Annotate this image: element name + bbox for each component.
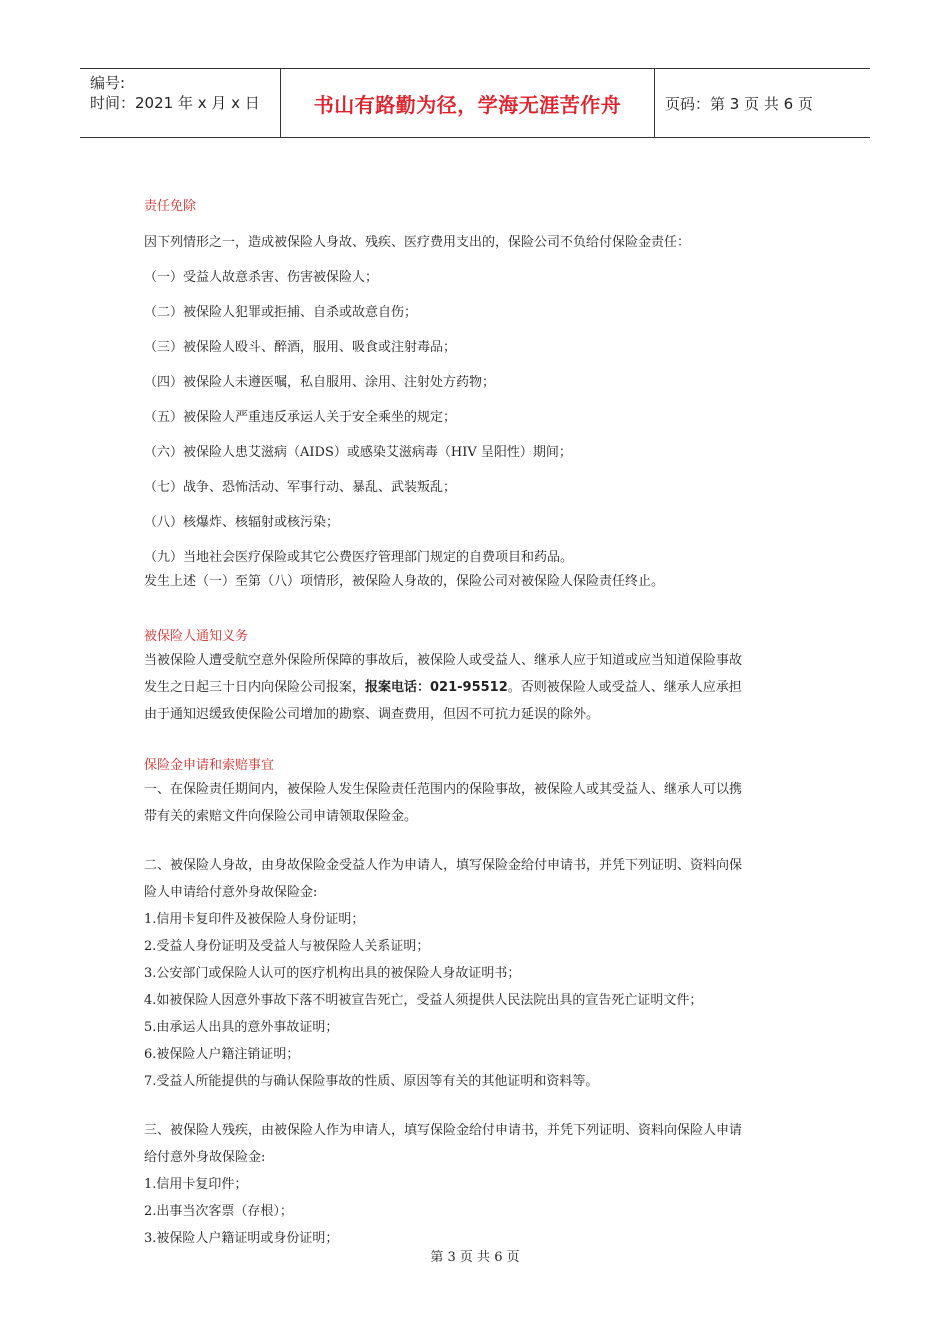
number-label: 编号: — [90, 74, 126, 92]
document-body — [144, 195, 808, 1246]
claims-paragraph: 给付意外身故保险金: — [144, 1150, 266, 1165]
exemption-item: （七）战争、恐怖活动、军事行动、暴乱、武装叛乱； — [144, 480, 457, 495]
exemption-item: （一）受益人故意杀害、伤害被保险人； — [144, 270, 379, 285]
claims-list-item: 6.被保险人户籍注销证明； — [144, 1047, 300, 1062]
exemption-item: （五）被保险人严重违反承运人关于安全乘坐的规定； — [144, 410, 457, 425]
exemption-intro: 因下列情形之一，造成被保险人身故、残疾、医疗费用支出的，保险公司不负给付保险金责任： — [144, 235, 691, 250]
page-footer — [0, 1246, 950, 1265]
exemption-item: （九）当地社会医疗保险或其它公费医疗管理部门规定的自费项目和药品。 — [144, 550, 574, 565]
footer-page-number: 第 3 页 共 6 页 — [430, 1250, 520, 1265]
claims-list-item: 1.信用卡复印件及被保险人身份证明； — [144, 912, 365, 927]
notify-line-phone — [144, 676, 808, 695]
exemption-closing: 发生上述（一）至第（八）项情形，被保险人身故的，保险公司对被保险人保险责任终止。 — [144, 574, 665, 589]
claims-list-item: 4.如被保险人因意外事故下落不明被宣告死亡，受益人须提供人民法院出具的宣告死亡证明文件； — [144, 993, 703, 1008]
claims-list-item: 7.受益人所能提供的与确认保险事故的性质、原因等有关的其他证明和资料等。 — [144, 1074, 599, 1089]
claims-paragraph: 二、被保险人身故，由身故保险金受益人作为申请人，填写保险金给付申请书，并凭下列证明、资料向保 — [144, 858, 743, 873]
claims-list-item: 1.信用卡复印件； — [144, 1177, 248, 1192]
claims-list-item: 2.出事当次客票（存根）； — [144, 1204, 293, 1219]
notify-line: 由于通知迟缓致使保险公司增加的勘察、调查费用，但因不可抗力延误的除外。 — [144, 707, 600, 722]
exemption-item: （四）被保险人未遵医嘱，私自服用、涂用、注射处方药物； — [144, 375, 496, 390]
claims-list-item: 2.受益人身份证明及受益人与被保险人关系证明； — [144, 939, 430, 954]
claims-list-item: 5.由承运人出具的意外事故证明； — [144, 1020, 339, 1035]
claims-paragraph: 一、在保险责任期间内，被保险人发生保险责任范围内的保险事故，被保险人或其受益人、继承人可以携 — [144, 782, 743, 797]
report-phone: 报案电话：021-95512 — [365, 680, 508, 695]
exemption-title: 责任免除 — [144, 199, 197, 214]
claims-list-item: 3.被保险人户籍证明或身份证明； — [144, 1231, 339, 1246]
exemption-item: （六）被保险人患艾滋病（AIDS）或感染艾滋病毒（HIV 呈阳性）期间； — [144, 445, 572, 460]
exemption-item: （二）被保险人犯罪或拒捕、自杀或故意自伤； — [144, 305, 418, 320]
exemption-item: （三）被保险人殴斗、醉酒，服用、吸食或注射毒品； — [144, 340, 457, 355]
notify-line: 当被保险人遭受航空意外保险所保障的事故后，被保险人或受益人、继承人应于知道或应当知道保险事故 — [144, 653, 743, 668]
claims-paragraph: 险人申请给付意外身故保险金: — [144, 885, 318, 900]
exemption-item: （八）核爆炸、核辐射或核污染； — [144, 515, 340, 530]
header-motto-cell — [280, 69, 655, 137]
claims-list-item: 3.公安部门或保险人认可的医疗机构出具的被保险人身故证明书； — [144, 966, 521, 981]
time-label: 时间：2021 年 x 月 x 日 — [90, 94, 260, 112]
claims-paragraph: 三、被保险人残疾，由被保险人作为申请人，填写保险金给付申请书，并凭下列证明、资料向保险人申请 — [144, 1123, 743, 1138]
notify-title: 被保险人通知义务 — [144, 629, 249, 644]
notify-text: 。否则被保险人或受益人、继承人应承担 — [507, 680, 742, 695]
page-label: 页码：第 3 页 共 6 页 — [665, 94, 813, 113]
document-header — [80, 68, 870, 138]
motto-text: 书山有路勤为径，学海无涯苦作舟 — [313, 92, 622, 117]
claims-title: 保险金申请和索赔事宜 — [144, 758, 275, 773]
header-left-cell — [80, 69, 280, 137]
header-page-cell — [655, 69, 870, 137]
notify-text: 发生之日起三十日内向保险公司报案， — [144, 680, 366, 695]
claims-paragraph: 带有关的索赔文件向保险公司申请领取保险金。 — [144, 809, 418, 824]
